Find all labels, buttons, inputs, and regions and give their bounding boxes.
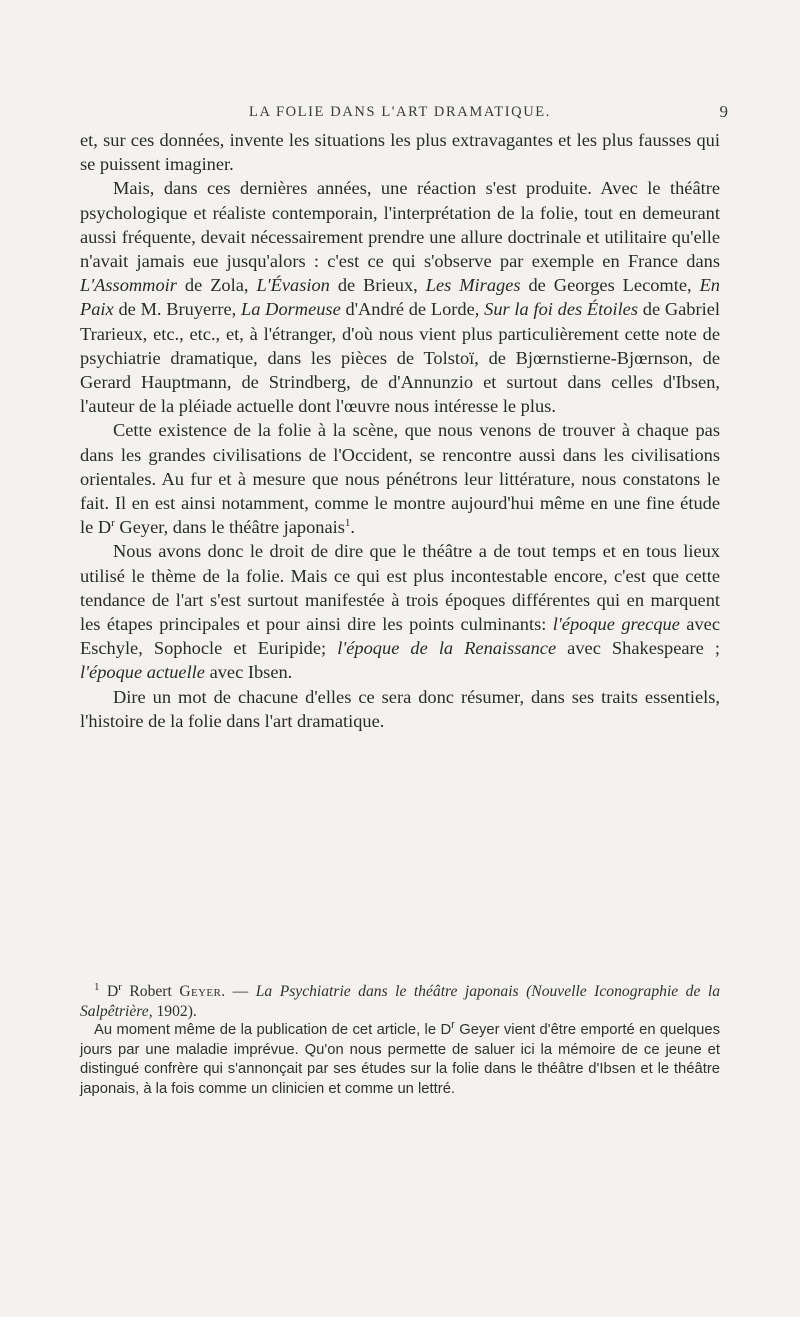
body-text — [80, 128, 720, 733]
paragraph-5: Dire un mot de chacune d'elles ce sera donc résumer, dans ses traits essentiels, l'histoire de la folie dans l'art dramatique. — [80, 686, 720, 731]
title-foi-etoiles: Sur la foi des Étoiles — [484, 299, 638, 320]
footnote-author: Geyer — [179, 983, 222, 1000]
paragraph-1: et, sur ces données, invente les situations les plus extravagantes et les plus fausses qui se puissent imaginer. — [80, 130, 720, 175]
era-greek: l'époque grecque — [552, 614, 680, 635]
title-dormeuse: La Dormeuse — [240, 299, 341, 320]
footnote-note: Au moment même de la publication de cet article, le $D^r$ Geyer vient d'être emporté en quelques jours par une maladie imprévue. Qu'on nous permette de saluer ici la mémoire de ce jeune et distingué confrère qui s'annonçait par ses études sur la folie dans le théâtre d'Ibsen et le théâtre japonais, à la fois comme un clinicien et comme un lettré. — [80, 1019, 720, 1097]
paragraph-4: Nous avons donc le droit de dire que le théâtre a de tout temps et en tous lieux utilisé le thème de la folie. Mais ce qui est plus incontestable encore, c'est que cette tendance de l'art s'est surtout manifestée à trois époques différentes qui en marquent les étapes principales et pour ainsi dire les points culminants: l'époque grecque avec Eschyle, Sophocle et Euripide; l'époque de la Renaissance avec Shakespeare ; l'époque actuelle avec Ibsen. — [80, 541, 721, 683]
footnote-1: $^1$ $D^r$ Robert Geyer. — La Psychiatrie dans le théâtre japonais (Nouvelle Iconographie de la Salpêtrière, 1902). — [80, 980, 720, 1020]
paragraph-3: Cette existence de la folie à la scène, que nous venons de trouver à chaque pas dans les grandes civilisations de l'Occident, se rencontre aussi dans les civilisations orientales. Au fur et à mesure que nous pénétrons leur littérature, nous constatons le fait. Il en est ainsi notamment, comme le montre aujourd'hui même en une fine étude le $D^r$ Geyer, dans le théâtre japonais$^1$. — [80, 420, 720, 538]
era-current: l'époque actuelle — [80, 662, 205, 683]
era-renaissance: l'époque de la Renaissance — [337, 638, 557, 659]
running-title: LA FOLIE DANS L'ART DRAMATIQUE. — [248, 104, 551, 120]
page-number: 9 — [719, 102, 728, 121]
title-evasion: L'Évasion — [256, 275, 330, 296]
footnote-marker: 1 — [94, 980, 100, 993]
footnote-title: La Psychiatrie dans le théâtre japonais (Nouvelle Iconographie de la Salpêtrière, — [80, 983, 720, 1020]
title-assommoir: L'Assommoir — [80, 275, 177, 296]
title-mirages: Les Mirages — [425, 275, 521, 296]
footnote-ref: 1 — [344, 517, 351, 530]
title-en-paix: En Paix — [80, 275, 720, 320]
footnotes — [80, 982, 720, 1100]
running-head — [80, 102, 728, 126]
paragraph-2: Mais, dans ces dernières années, une réaction s'est produite. Avec le théâtre psychologique et réaliste contemporain, l'interprétation de la folie, tout en demeurant aussi fréquente, devait nécessairement prendre une allure doctrinale et utilitaire qu'elle n'avait jamais eue jusqu'alors : c'est ce qui s'observe par exemple en France dans L'Assommoir de Zola, L'Évasion de Brieux, Les Mirages de Georges Lecomte, En Paix de M. Bruyerre, La Dormeuse d'André de Lorde, Sur la foi des Étoiles de Gabriel Trarieux, etc., etc., et, à l'étranger, d'où nous vient plus particulièrement cette note de psychiatrie dramatique, dans les pièces de Tolstoï, de Bjœrnstierne-Bjœrnson, de Gerard Hauptmann, de Strindberg, de d'Annunzio et surtout dans celles d'Ibsen, l'auteur de la pléiade actuelle dont l'œuvre nous intéresse le plus. — [80, 178, 721, 417]
